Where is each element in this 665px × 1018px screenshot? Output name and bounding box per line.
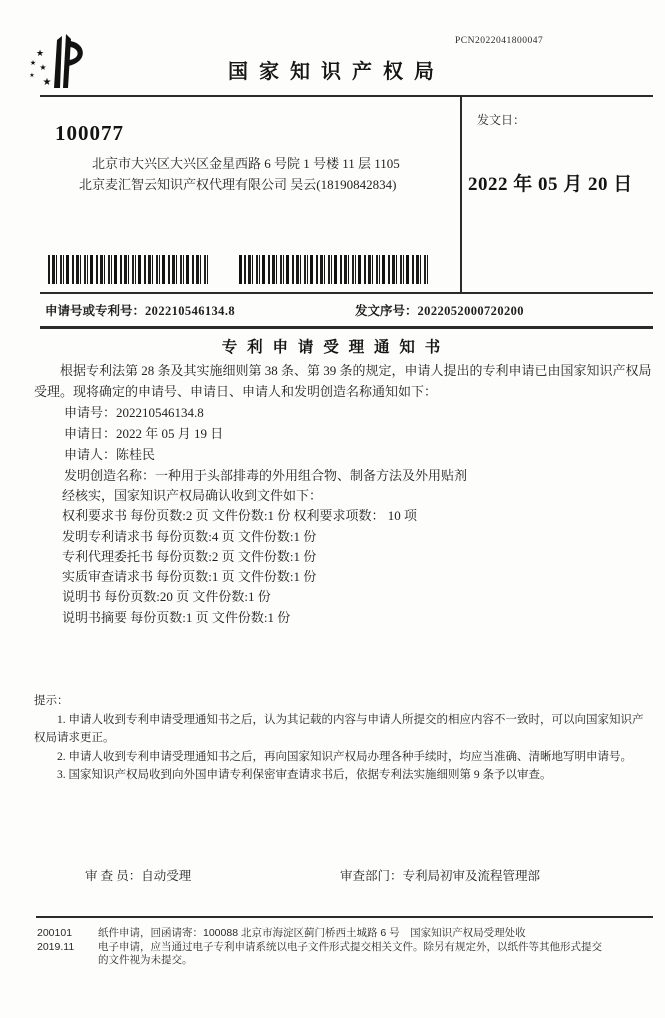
tip-item: 1. 申请人收到专利申请受理通知书之后，认为其记载的内容与申请人所提交的相应内容不一致时，可以向国家知识产权局请求更正。 (34, 713, 644, 745)
svg-text:★: ★ (39, 63, 47, 72)
field-applicant (64, 444, 652, 465)
recipient-postal-code: 100077 (55, 121, 124, 145)
tips-section (34, 692, 651, 785)
footer-form-info (37, 927, 98, 968)
field-label: 申请号： (64, 405, 117, 420)
footer-form-date: 2019.11 (37, 940, 75, 953)
serial-number-label: 发文序号： (355, 304, 418, 318)
field-value: 2022 年 05 月 19 日 (116, 426, 224, 441)
received-intro: 经核实，国家知识产权局确认收到文件如下： (62, 488, 323, 503)
application-number-value: 202210546134.8 (145, 304, 235, 318)
received-item: 实质审查请求书 每份页数:1 页 文件份数:1 份 (62, 569, 317, 585)
received-item: 专利代理委托书 每份页数:2 页 文件份数:1 份 (62, 548, 317, 564)
received-item: 说明书摘要 每份页数:1 页 文件份数:1 份 (62, 609, 291, 625)
field-invention-title (64, 465, 652, 486)
field-label: 申请人： (64, 447, 117, 462)
header-rule (40, 95, 653, 97)
footer-form-number: 200101 (37, 927, 73, 939)
notice-title: 专 利 申 请 受 理 通 知 书 (221, 339, 444, 356)
footer-instructions (98, 927, 606, 968)
serial-number-field (355, 301, 524, 319)
received-item: 发明专利请求书 每份页数:4 页 文件份数:1 份 (62, 528, 317, 544)
received-item: 权利要求书 每份页数:2 页 文件份数:1 份 权利要求项数： 10 项 (62, 508, 417, 524)
agency-title: 国 家 知 识 产 权 局 (228, 61, 437, 83)
field-value: 一种用于头部排毒的外用组合物、制备方法及外用贴剂 (155, 468, 468, 483)
field-label: 申请日： (64, 426, 117, 441)
svg-text:★: ★ (35, 48, 45, 58)
tip-item: 3. 国家知识产权局收到向外国申请专利保密审查请求书后，依据专利法实施细则第 9 条予以审查。 (57, 769, 552, 782)
svg-text:★: ★ (29, 73, 35, 79)
examiner-field (85, 866, 191, 884)
field-value: 202210546134.8 (116, 405, 204, 420)
field-label: 发明创造名称： (64, 468, 156, 483)
field-value: 陈桂民 (116, 447, 156, 462)
department-label: 审查部门： (340, 869, 403, 883)
tips-label: 提示： (34, 695, 69, 707)
footer-rule (36, 916, 653, 918)
serial-number-value: 2022052000720200 (417, 304, 524, 318)
recipient-address-line2: 北京麦汇智云知识产权代理有限公司 吴云(18190842834) (79, 177, 397, 192)
received-documents (62, 486, 652, 628)
field-application-number (64, 402, 652, 423)
body-paragraph: 根据专利法第 28 条及其实施细则第 38 条、第 39 条的规定，申请人提出的专利申请已由国家知识产权局受理。现将确定的申请号、申请日、申请人和发明创造名称通知如下： (34, 363, 652, 399)
tip-item: 2. 申请人收到专利申请受理通知书之后，再向国家知识产权局办理各种手续时，均应当准确、清晰地写明申请号。 (57, 750, 632, 763)
title-top-rule (40, 326, 653, 329)
examiner-label: 审 查 员： (85, 869, 142, 883)
recipient-address-line1: 北京市大兴区大兴区金星西路 6 号院 1 号楼 11 层 1105 (92, 156, 400, 171)
issue-date-label: 发文日： (477, 113, 526, 127)
application-number-field (45, 301, 235, 319)
header-vertical-divider (460, 95, 462, 293)
application-number-label: 申请号或专利号： (45, 304, 146, 318)
document-ref-number: PCN2022041800047 (455, 36, 544, 46)
examiner-value: 自动受理 (141, 869, 192, 883)
footer (37, 927, 653, 968)
application-fields (34, 402, 652, 486)
barcode-bottom-rule (40, 292, 653, 294)
footer-electronic-instruction: 电子申请，应当通过电子专利申请系统以电子文件形式提交相关文件。除另有规定外，以纸件等其他形式提交的文件视为未提交。 (98, 940, 602, 966)
serial-number-barcode (237, 255, 428, 284)
svg-text:★: ★ (42, 77, 52, 88)
svg-text:★: ★ (29, 59, 37, 67)
department-value: 专利局初审及流程管理部 (402, 869, 541, 883)
field-application-date (64, 423, 652, 444)
application-number-barcode (48, 255, 208, 284)
department-field (340, 866, 540, 884)
notice-body (34, 360, 652, 486)
footer-paper-instruction: 纸件申请，回函请寄：100088 北京市海淀区蓟门桥西土城路 6 号 国家知识产权局受理处收 (98, 927, 526, 939)
received-item: 说明书 每份页数:20 页 文件份数:1 份 (62, 589, 271, 605)
issue-date-value: 2022 年 05 月 20 日 (468, 174, 633, 195)
